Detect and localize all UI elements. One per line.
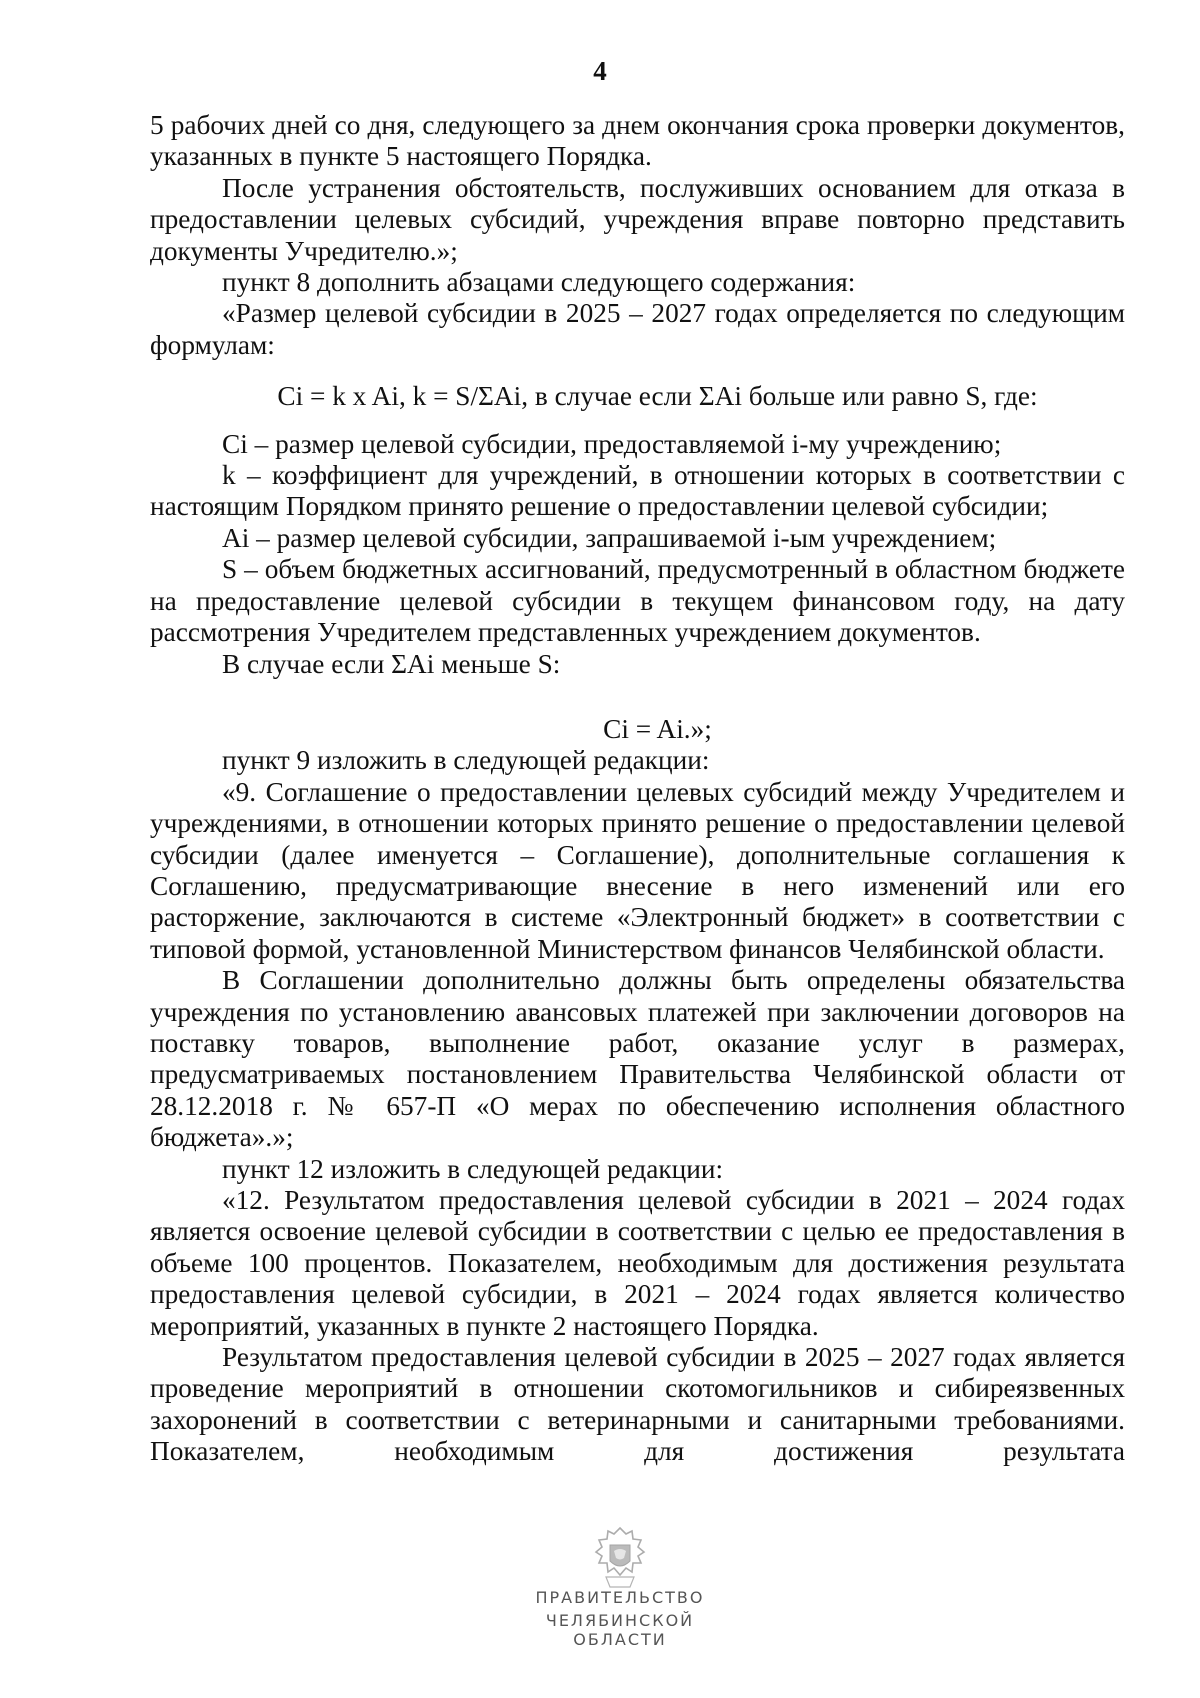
paragraph-item-9-intro: пункт 9 изложить в следующей редакции: bbox=[222, 745, 710, 776]
paragraph-after-elimination: После устранения обстоятельств, послуживших основанием для отказа в предоставлении целевых субсидий, учреждения вправе повторно представить документы Учредителю.»; bbox=[150, 172, 1125, 266]
definition-ai: Ai – размер целевой субсидии, запрашиваемой i-ым учреждением; bbox=[222, 522, 997, 553]
paragraph-item-12: «12. Результатом предоставления целевой субсидии в 2021 – 2024 годах является освоение целевой субсидии в соответствии с целью ее предоставления в объеме 100 процентов. Показателем, необходимым для достижения результата предоставления целевой субсидии, в 2021 – 2024 годах является количество мероприятий, указанных в пункте 2 настоящего Порядка. bbox=[150, 1185, 1125, 1341]
paragraph-agreement-obligations: В Соглашении дополнительно должны быть определены обязательства учреждения по установлению авансовых платежей при заключении договоров на поставку товаров, выполнение работ, оказание услуг в размерах, предусматриваемых постановлением Правительства Челябинской области от 28.12.2018 г. № 657-П «О мерах по обеспечению исполнения областного бюджета».»; bbox=[150, 965, 1125, 1153]
paragraph-item-9: «9. Соглашение о предоставлении целевых субсидий между Учредителем и учреждениями, в отношении которых принято решение о предоставлении целевой субсидии (далее именуется – Соглашение), дополнительные соглашения к Соглашению, предусматривающие внесение в него изменений или его расторжение, заключаются в системе «Электронный бюджет» в соответствии с типовой формой, установленной Министерством финансов Челябинской области. bbox=[150, 776, 1125, 964]
page-number: 4 bbox=[593, 56, 607, 86]
seal-line-region: ЧЕЛЯБИНСКОЙ ОБЛАСТИ bbox=[545, 1611, 695, 1649]
formula-ci-equals-ai: Ci = Ai.»; bbox=[603, 713, 712, 744]
coat-of-arms-icon bbox=[588, 1525, 652, 1591]
definition-ci: Ci – размер целевой субсидии, предоставляемой i-му учреждению; bbox=[222, 428, 1002, 459]
document-body bbox=[150, 110, 1125, 1468]
paragraph-subsidy-size: «Размер целевой субсидии в 2025 – 2027 годах определяется по следующим формулам: bbox=[150, 298, 1125, 360]
paragraph-continuation: 5 рабочих дней со дня, следующего за днем окончания срока проверки документов, указанных в пункте 5 настоящего Порядка. bbox=[150, 110, 1125, 172]
paragraph-case-less: В случае если ΣAi меньше S: bbox=[222, 648, 561, 679]
formula-main: Ci = k x Ai, k = S/ΣAi, в случае если ΣAi больше или равно S, где: bbox=[277, 381, 1038, 412]
seal-line-government: ПРАВИТЕЛЬСТВО bbox=[535, 1588, 705, 1607]
paragraph-item-12-intro: пункт 12 изложить в следующей редакции: bbox=[222, 1153, 724, 1184]
definition-k: k – коэффициент для учреждений, в отношении которых в соответствии с настоящим Порядком принято решение о предоставлении целевой субсидии; bbox=[150, 460, 1125, 522]
paragraph-item-8-intro: пункт 8 дополнить абзацами следующего содержания: bbox=[222, 267, 856, 298]
paragraph-result-2025: Результатом предоставления целевой субсидии в 2025 – 2027 годах является проведение мероприятий в отношении скотомогильников и сибиреязвенных захоронений в соответствии с ветеринарными и санитарными требованиями. Показателем, необходимым для достижения результата bbox=[150, 1342, 1125, 1467]
government-seal bbox=[500, 1525, 740, 1649]
definition-s: S – объем бюджетных ассигнований, предусмотренный в областном бюджете на предоставление целевой субсидии в текущем финансовом году, на дату рассмотрения Учредителем представленных учреждением документов. bbox=[150, 554, 1125, 648]
